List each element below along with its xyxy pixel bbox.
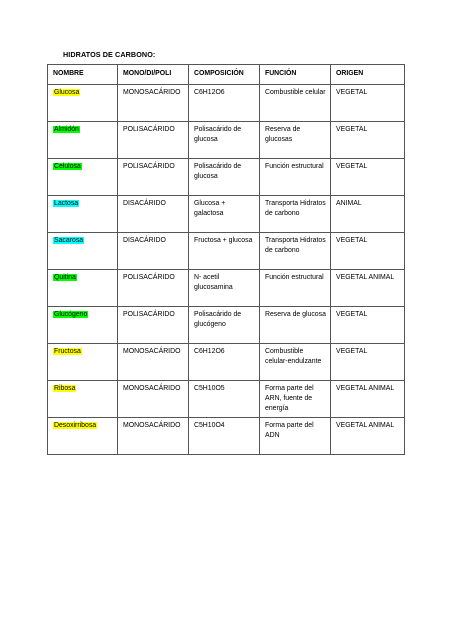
cell-type: MONOSACÁRIDO <box>118 418 189 455</box>
table-row <box>48 196 405 233</box>
highlighted-name: Ribosa <box>54 385 76 392</box>
cell-origin: VEGETAL <box>331 233 405 270</box>
cell-function: Combustible celular <box>260 85 331 122</box>
document-title: HIDRATOS DE CARBONO: <box>63 50 156 59</box>
cell-function: Combustible celular-endulzante <box>260 344 331 381</box>
cell-name <box>48 196 118 233</box>
highlighted-name: Celulosa <box>54 163 81 170</box>
highlighted-name: Almidón <box>54 126 79 133</box>
table-body <box>48 85 405 455</box>
highlighted-name: Sacarosa <box>54 237 84 244</box>
cell-composition: C6H12O6 <box>189 85 260 122</box>
header-funcion: FUNCIÓN <box>260 65 331 85</box>
cell-origin: VEGETAL <box>331 344 405 381</box>
header-nombre: NOMBRE <box>48 65 118 85</box>
cell-name <box>48 307 118 344</box>
cell-name <box>48 233 118 270</box>
table-row <box>48 381 405 418</box>
table-row <box>48 122 405 159</box>
cell-name <box>48 85 118 122</box>
cell-composition: C5H10O4 <box>189 418 260 455</box>
cell-composition: Polisacárido de glucógeno <box>189 307 260 344</box>
cell-function: Transporta Hidratos de carbono <box>260 233 331 270</box>
cell-type: DISACÁRIDO <box>118 233 189 270</box>
highlighted-name: Glucógeno <box>54 311 88 318</box>
cell-function: Reserva de glucosa <box>260 307 331 344</box>
carbohydrates-table <box>47 64 405 455</box>
cell-function: Reserva de glucosas <box>260 122 331 159</box>
cell-origin: ANIMAL <box>331 196 405 233</box>
cell-origin: VEGETAL <box>331 122 405 159</box>
cell-type: POLISACÁRIDO <box>118 122 189 159</box>
cell-origin: VEGETAL <box>331 85 405 122</box>
cell-type: DISACÁRIDO <box>118 196 189 233</box>
cell-composition: Glucosa + galactosa <box>189 196 260 233</box>
table-row <box>48 344 405 381</box>
header-origen: ORIGEN <box>331 65 405 85</box>
cell-function: Forma parte del ADN <box>260 418 331 455</box>
table-row <box>48 233 405 270</box>
cell-origin: VEGETAL ANIMAL <box>331 270 405 307</box>
cell-type: MONOSACÁRIDO <box>118 381 189 418</box>
cell-composition: Polisacárido de glucosa <box>189 159 260 196</box>
highlighted-name: Glucosa <box>54 89 80 96</box>
cell-name <box>48 381 118 418</box>
cell-type: POLISACÁRIDO <box>118 159 189 196</box>
cell-name <box>48 270 118 307</box>
highlighted-name: Desoxirribosa <box>54 422 97 429</box>
cell-function: Función estructural <box>260 270 331 307</box>
cell-origin: VEGETAL <box>331 307 405 344</box>
highlighted-name: Lactosa <box>54 200 79 207</box>
header-composicion: COMPOSICIÓN <box>189 65 260 85</box>
cell-name <box>48 122 118 159</box>
table-row <box>48 159 405 196</box>
table-row <box>48 85 405 122</box>
cell-function: Forma parte del ARN, fuente de energía <box>260 381 331 418</box>
table-header-row <box>48 65 405 85</box>
cell-composition: Polisacárido de glucosa <box>189 122 260 159</box>
table-row <box>48 418 405 455</box>
cell-type: POLISACÁRIDO <box>118 270 189 307</box>
cell-composition: N- acetil glucosamina <box>189 270 260 307</box>
cell-function: Transporta Hidratos de carbono <box>260 196 331 233</box>
highlighted-name: Fructosa <box>54 348 81 355</box>
cell-composition: C5H10O5 <box>189 381 260 418</box>
cell-origin: VEGETAL <box>331 159 405 196</box>
cell-function: Función estructural <box>260 159 331 196</box>
cell-composition: Fructosa + glucosa <box>189 233 260 270</box>
highlighted-name: Quitina <box>54 274 76 281</box>
cell-name <box>48 418 118 455</box>
cell-type: POLISACÁRIDO <box>118 307 189 344</box>
table-row <box>48 307 405 344</box>
table-row <box>48 270 405 307</box>
cell-name <box>48 159 118 196</box>
cell-type: MONOSACÁRIDO <box>118 85 189 122</box>
cell-origin: VEGETAL ANIMAL <box>331 418 405 455</box>
cell-name <box>48 344 118 381</box>
cell-origin: VEGETAL ANIMAL <box>331 381 405 418</box>
cell-type: MONOSACÁRIDO <box>118 344 189 381</box>
cell-composition: C6H12O6 <box>189 344 260 381</box>
header-mono-di-poli: MONO/DI/POLI <box>118 65 189 85</box>
